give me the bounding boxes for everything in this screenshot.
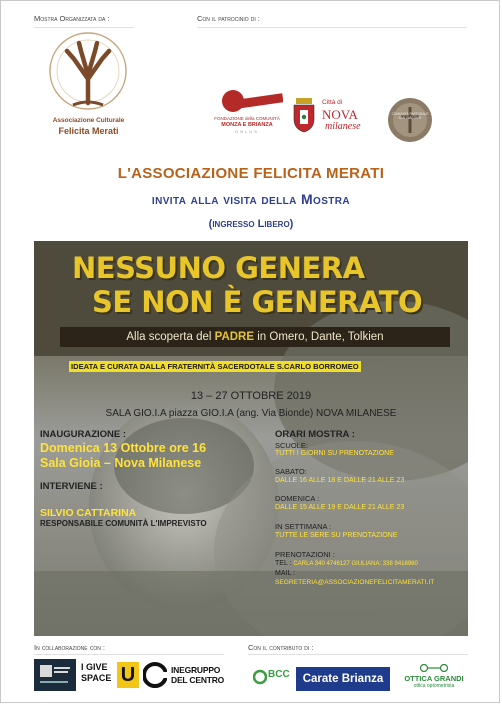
fondazione-line3: ONLUS bbox=[235, 129, 259, 134]
inegruppo-line1: INEGRUPPO bbox=[171, 665, 221, 675]
saturday-label: SABATO: bbox=[275, 467, 307, 476]
comune-line1: Città di bbox=[322, 99, 343, 106]
schools-value: TUTTI I GIORNI SU PRENOTAZIONE bbox=[275, 450, 394, 457]
speaker-name: SILVIO CATTARINA bbox=[40, 507, 137, 519]
speaker-label: INTERVIENE : bbox=[40, 481, 103, 492]
fondazione-line1: FONDAZIONE della COMUNITÀ bbox=[214, 116, 280, 121]
give-text: I GIVE bbox=[81, 662, 108, 672]
week-label: IN SETTIMANA : bbox=[275, 522, 332, 531]
entry-note: (ingresso Libero) bbox=[208, 218, 294, 230]
organized-by-label: Mostra Organizzata da : bbox=[34, 14, 110, 23]
contrib-label: Con il contributo di : bbox=[248, 643, 314, 652]
divider bbox=[248, 654, 468, 655]
booking-phone bbox=[275, 560, 418, 567]
inauguration-date: Domenica 13 Ottobre ore 16 bbox=[40, 441, 207, 455]
tel-value[interactable]: CARLA 340 4746127 GIULIANA: 338 9418980 bbox=[293, 561, 418, 567]
exhibition-poster bbox=[34, 241, 468, 636]
inauguration-label: INAUGURAZIONE : bbox=[40, 429, 127, 440]
comune-logo bbox=[292, 97, 372, 139]
fondazione-mark-icon bbox=[211, 87, 283, 115]
tel-label: TEL : bbox=[275, 560, 292, 567]
glasses-icon bbox=[416, 664, 452, 672]
subtitle-post: in Omero, Dante, Tolkien bbox=[257, 331, 384, 343]
c-circle-icon bbox=[143, 661, 167, 689]
inegruppo-logo bbox=[171, 665, 231, 689]
u-text: U bbox=[117, 662, 139, 688]
institution-icon bbox=[34, 659, 76, 691]
inegruppo-line2: DEL CENTRO bbox=[171, 675, 225, 685]
inauguration-place: Sala Gioia – Nova Milanese bbox=[40, 456, 202, 470]
coat-of-arms-icon bbox=[292, 97, 316, 133]
comune-line2: NOVA bbox=[322, 107, 358, 122]
seal-text: COMUNITÀ PASTORALE SAN GIACOMO bbox=[391, 112, 429, 120]
comune-line3: milanese bbox=[325, 121, 361, 132]
sunday-label: DOMENICA : bbox=[275, 494, 320, 503]
exhibition-dates: 13 – 27 OTTOBRE 2019 bbox=[190, 390, 312, 402]
ottica-grandi-logo bbox=[399, 664, 469, 692]
bcc-logo bbox=[253, 667, 293, 687]
bcc-mark-icon bbox=[253, 669, 267, 685]
association-logo-line2: Felicita Merati bbox=[58, 126, 119, 136]
mail-label: MAIL : bbox=[275, 570, 295, 577]
ottica-line1: OTTICA GRANDI bbox=[404, 674, 464, 683]
poster-title-line2: SE NON È GENERATO bbox=[92, 285, 423, 319]
speaker-role: RESPONSABILE COMUNITÀ L'IMPREVISTO bbox=[40, 519, 207, 528]
sunday-value: DALLE 15 ALLE 19 E DALLE 21 ALLE 23 bbox=[275, 504, 405, 511]
tree-icon bbox=[41, 29, 136, 119]
association-logo-line1: Associazione Culturale bbox=[52, 117, 125, 124]
subtitle-bold: PADRE bbox=[214, 331, 255, 343]
patronage-label: Con il patrocinio di : bbox=[197, 14, 260, 23]
schools-label: SCUOLE: bbox=[275, 441, 308, 450]
saturday-value: DALLE 16 ALLE 18 E DALLE 21 ALLE 23 bbox=[275, 477, 405, 484]
space-text: SPACE bbox=[81, 673, 112, 683]
week-value: TUTTE LE SERE SU PRENOTAZIONE bbox=[275, 532, 398, 539]
fondazione-line2: MONZA E BRIANZA bbox=[221, 122, 273, 128]
curated-by-banner: IDEATA E CURATA DALLA FRATERNITÀ SACERDOTALE S.CARLO BORROMEO bbox=[71, 362, 359, 371]
give-space-logo bbox=[81, 662, 139, 690]
hours-title: ORARI MOSTRA : bbox=[275, 429, 355, 440]
ottica-line2: ottica optometrista bbox=[413, 683, 455, 689]
seal-icon bbox=[387, 97, 433, 143]
c-logo bbox=[143, 661, 167, 689]
divider bbox=[34, 654, 224, 655]
exhibition-venue: SALA GIO.I.A piazza GIO.I.A (ang. Via Bionde) NOVA MILANESE bbox=[105, 408, 397, 419]
bcc-text: BCC bbox=[268, 669, 290, 680]
fondazione-logo bbox=[211, 87, 283, 135]
subtitle-pre: Alla scoperta del bbox=[126, 331, 212, 343]
booking-label: PRENOTAZIONI : bbox=[275, 550, 335, 559]
divider bbox=[34, 27, 134, 28]
association-headline: L'ASSOCIAZIONE FELICITA MERATI bbox=[117, 165, 385, 182]
invite-headline: invita alla visita della Mostra bbox=[151, 191, 351, 207]
carate-brianza-logo: Carate Brianza bbox=[296, 667, 390, 691]
collab-logo-1 bbox=[34, 659, 76, 691]
poster-subtitle bbox=[60, 327, 450, 347]
mail-value[interactable]: SEGRETERIA@ASSOCIAZIONEFELICITAMERATI.IT bbox=[275, 579, 435, 586]
association-logo bbox=[41, 29, 136, 139]
divider bbox=[197, 27, 467, 28]
poster-title-line1: NESSUNO GENERA bbox=[72, 251, 365, 285]
collab-label: In collaborazione con : bbox=[34, 643, 105, 652]
parish-seal-logo bbox=[387, 97, 435, 145]
